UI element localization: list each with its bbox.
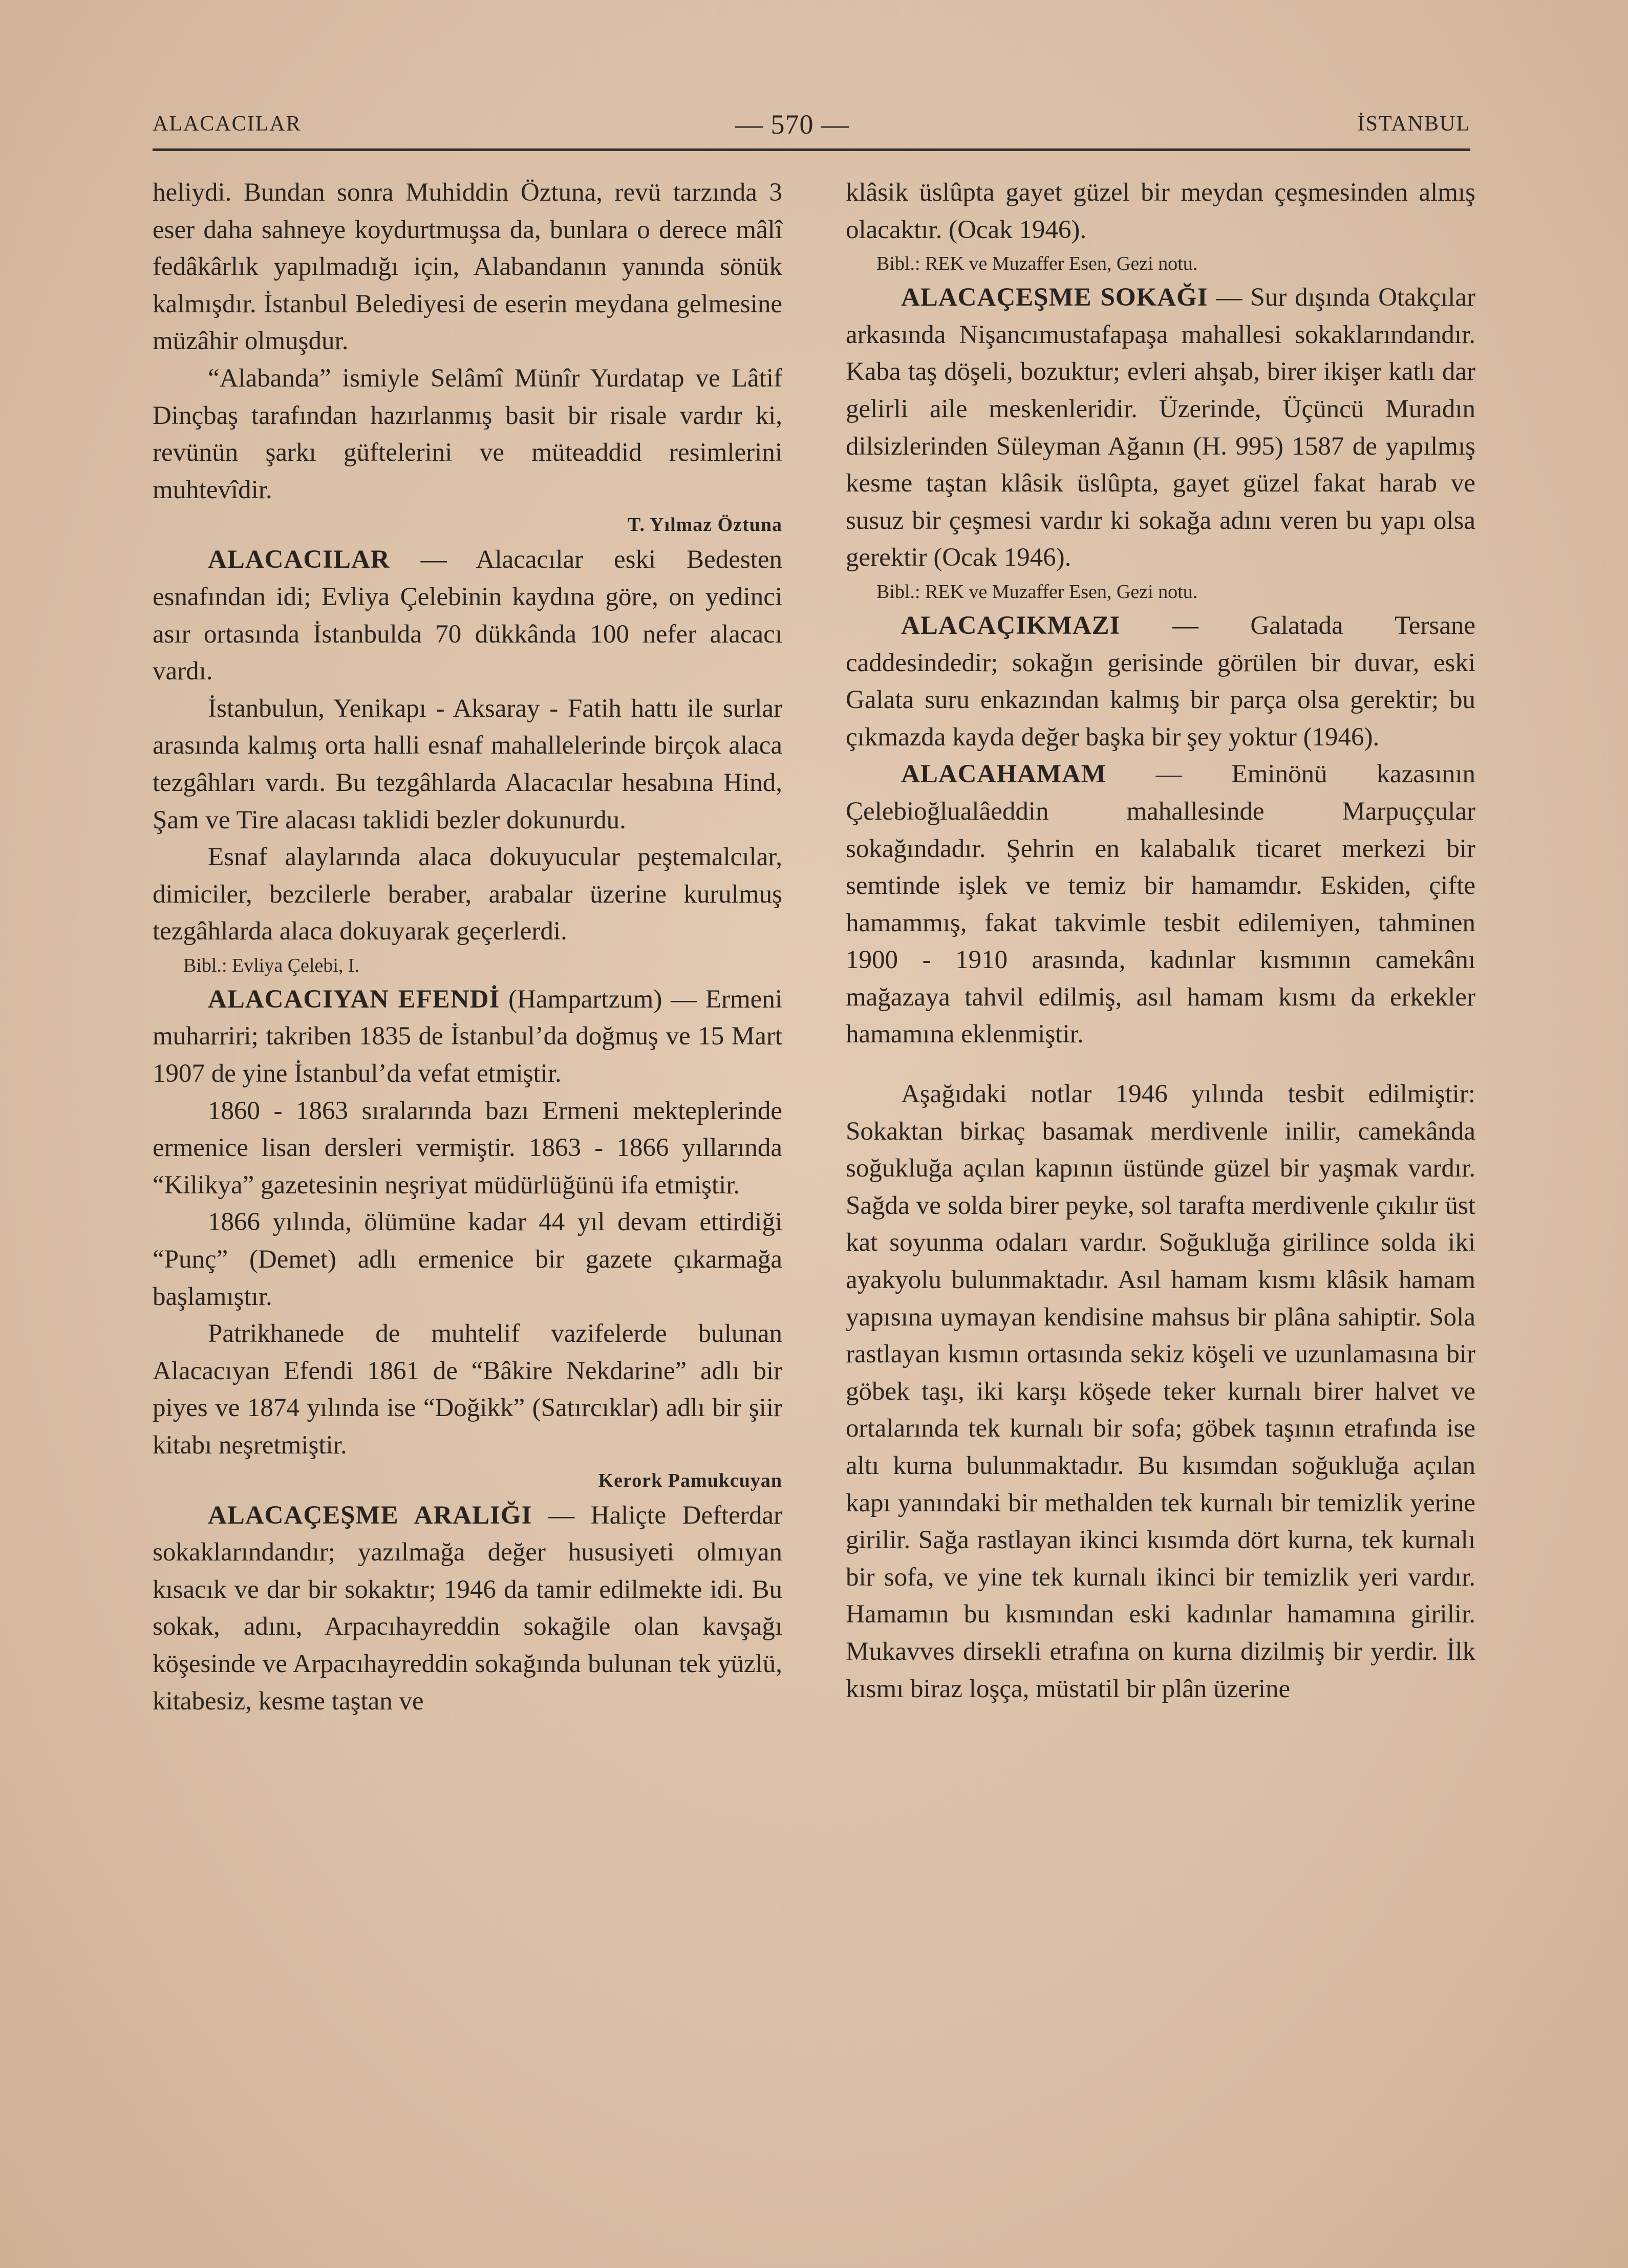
paragraph-text: — Galatada Tersane caddesindedir; sokağın gerisinde görülen bir duvar, eski Galata suru enkazından kalmış bir parça olsa gerektir; bu çıkmazda kayda değer başka bir şey yoktur (1946). <box>846 611 1475 752</box>
paragraph-text: — Eminönü kazasının Çelebioğlualâeddin mahallesinde Marpuççular sokağındadır. Şehrin en kalabalık ticaret merkezi bir semtinde işlek ve temiz bir hamamdır. Eskiden, çifte hamammış, fakat takvimle tesbit edilemiyen, tahminen 1900 - 1910 arasında, kadınlar kısmının camekânı mağazaya tahvil edilmiş, asıl hamam kısmı da erkekler hamamına eklenmiştir. <box>846 760 1475 1049</box>
body-paragraph <box>153 1093 782 1204</box>
entry-paragraph <box>153 1497 782 1720</box>
entry-headword: ALACACILAR <box>208 545 390 574</box>
paragraph-text: Esnaf alaylarında alaca dokuyucular peştemalcılar, dimiciler, bezcilerle beraber, arabalar üzerine kurulmuş tezgâhlarda alaca dokuyarak geçerlerdi. <box>153 843 782 946</box>
entry-headword: ALACAÇEŞME SOKAĞI <box>901 283 1208 312</box>
bibliography-note: Bibl.: Evliya Çelebi, I. <box>183 954 360 976</box>
body-paragraph <box>153 1315 782 1464</box>
paragraph-text: — Haliçte Defterdar sokaklarındandır; yazılmağa değer hususiyeti olmıyan kısacık ve dar bir sokaktır; 1946 da tamir edilmekte idi. Bu sokak, adını, Arpacıhayreddin sokağile olan kavşağı köşesinde ve Arpacıhayreddin sokağında bulunan tek yüzlü, kitabesiz, kesme taştan ve <box>153 1501 782 1716</box>
page-number: — 570 — <box>735 109 849 140</box>
paragraph-text: Patrikhanede de muhtelif vazifelerde bulunan Alacacıyan Efendi 1861 de “Bâkire Nekdarine” adlı bir piyes ve 1874 yılında ise “Doğikk” (Satırcıklar) adlı bir şiir kitabı neşretmiştir. <box>153 1319 782 1460</box>
paragraph-text: klâsik üslûpta gayet güzel bir meydan çeşmesinden almış olacaktır. (Ocak 1946). <box>846 178 1475 244</box>
entry-paragraph <box>846 607 1475 756</box>
running-head <box>153 109 1470 142</box>
paragraph-text: 1860 - 1863 sıralarında bazı Ermeni mekteplerinde ermenice lisan dersleri vermiştir. 1863 - 1866 yıllarında “Kilikya” gazetesinin neşriyat müdürlüğünü ifa etmiştir. <box>153 1096 782 1200</box>
body-paragraph <box>153 839 782 950</box>
paragraph-text: Aşağıdaki notlar 1946 yılında tesbit edilmiştir: Sokaktan birkaç basamak merdivenle inilir, camekânda soğukluğa açılan kapının üstünde güzel bir yaşmak vardır. Sağda ve solda birer peyke, sol tarafta merdivenle çıkılır üst kat soyunma odaları vardır. Soğukluğa girilince solda iki ayakyolu bulunmaktadır. Asıl hamam kısmı klâsik hamam yapısına uymayan kendisine mahsus bir plâna sahiptir. Sola rastlayan kısmın ortasında sekiz köşeli ve uzunlamasına bir göbek taşı, iki karşı köşede teker kurnalı birer halvet ve ortalarında tek kurnalı bir sofa; göbek taşının etrafında ise altı kurna bulunmaktadır. Bu kısımdan soğukluğa açılan kapı yanındaki bir methalden tek kurnalı bir temizlik yerine girilir. Sağa rastlayan ikinci kısımda dört kurna, tek kurnalı bir sofa, ve yine tek kurnalı ikinci bir temizlik yeri vardır. Hamamın bu kısmından eski kadınlar hamamına girilir. Mukavves dirsekli etrafına on kurna dizilmiş bir yerdir. İlk kısmı biraz loşça, müstatil bir plân üzerine <box>846 1080 1475 1703</box>
entry-headword: ALACAHAMAM <box>901 760 1106 789</box>
entry-headword: ALACAÇIKMAZI <box>901 611 1121 640</box>
bibliography-note: Bibl.: REK ve Muzaffer Esen, Gezi notu. <box>876 581 1198 603</box>
entry-paragraph <box>846 756 1475 1053</box>
body-paragraph <box>846 1076 1475 1707</box>
running-head-right: İSTANBUL <box>1357 112 1470 136</box>
article-signature: Kerork Pamukcuyan <box>598 1469 782 1491</box>
body-paragraph <box>846 174 1475 248</box>
article-signature: T. Yılmaz Öztuna <box>627 514 782 536</box>
header-rule <box>153 148 1470 151</box>
paragraph-text: “Alabanda” ismiyle Selâmî Münîr Yurdatap ve Lâtif Dinçbaş tarafından hazırlanmış basit bir risale vardır ki, revünün şarkı güftelerini ve müteaddid resimlerini muhtevîdir. <box>153 363 782 504</box>
left-column <box>153 174 782 1720</box>
entry-paragraph <box>153 541 782 690</box>
entry-headword: ALACACIYAN EFENDİ <box>208 985 500 1014</box>
running-head-left: ALACACILAR <box>153 112 302 136</box>
bibliography-note: Bibl.: REK ve Muzaffer Esen, Gezi notu. <box>876 253 1198 275</box>
paragraph-text: — Sur dışında Otakçılar arkasında Nişancımustafapaşa mahallesi sokaklarındandır. Kaba taş döşeli, bozuktur; evleri ahşab, birer ikişer katlı dar gelirli aile meskenleridir. Üzerinde, Üçüncü Muradın dilsizlerinden Süleyman Ağanın (H. 995) 1587 de yapılmış kesme taştan klâsik üslûpta, gayet güzel fakat harab ve susuz bir çeşmesi vardır ki sokağa adını veren bu yapı olsa gerektir (Ocak 1946). <box>846 283 1475 572</box>
body-paragraph <box>153 174 782 360</box>
paragraph-text: 1866 yılında, ölümüne kadar 44 yıl devam ettirdiği “Punç” (Demet) adlı ermenice bir gazete çıkarmağa başlamıştır. <box>153 1208 782 1311</box>
entry-paragraph <box>153 981 782 1093</box>
body-paragraph <box>153 360 782 508</box>
body-paragraph <box>153 1204 782 1315</box>
paragraph-text: — Alacacılar eski Bedesten esnafından idi; Evliya Çelebinin kaydına göre, on yedinci asır ortasında İstanbulda 70 dükkânda 100 nefer alacacı vardı. <box>153 545 782 686</box>
entry-paragraph <box>846 279 1475 576</box>
paragraph-text: heliydi. Bundan sonra Muhiddin Öztuna, revü tarzında 3 eser daha sahneye koydurtmuşsa da, bunlara o derece mâlî fedâkârlık yapılmadığı için, Alabandanın yanında sönük kalmışdır. İstanbul Belediyesi de eserin meydana gelmesine müzâhir olmuşdur. <box>153 178 782 356</box>
paragraph-text: İstanbulun, Yenikapı - Aksaray - Fatih hattı ile surlar arasında kalmış orta halli esnaf mahallelerinde birçok alaca tezgâhları vardı. Bu tezgâhlarda Alacacılar hesabına Hind, Şam ve Tire alacası taklidi bezler dokunurdu. <box>153 694 782 835</box>
right-column <box>846 174 1475 1707</box>
body-paragraph <box>153 690 782 839</box>
entry-headword: ALACAÇEŞME ARALIĞI <box>208 1501 532 1530</box>
paragraph-text: (Hampartzum) — Ermeni muharriri; takriben 1835 de İstanbul’da doğmuş ve 15 Mart 1907 de yine İstanbul’da vefat etmiştir. <box>153 985 782 1088</box>
